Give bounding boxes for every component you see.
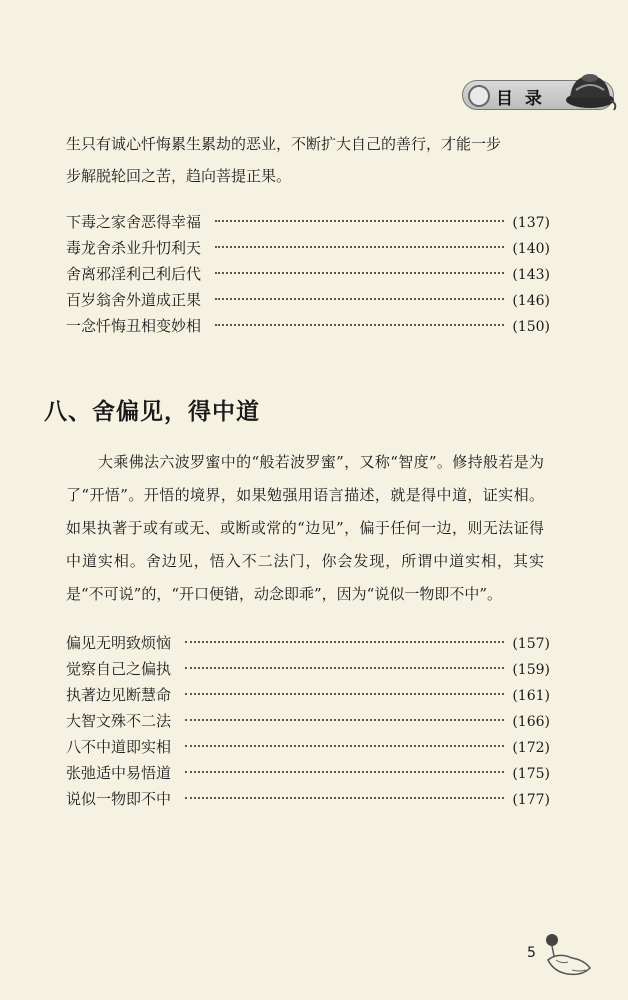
leader-dots — [215, 220, 504, 222]
header-title: 目 录 — [496, 89, 545, 109]
hand-holding-flower-icon — [538, 930, 598, 980]
toc-entry-title: 觉察自己之偏执 — [66, 660, 172, 678]
toc-entry-title: 舍离邪淫利己利后代 — [66, 265, 202, 283]
toc-entry[interactable] — [66, 237, 550, 263]
toc-entry-page: (175) — [512, 766, 550, 782]
toc-entry-page: (150) — [512, 319, 550, 335]
leader-dots — [185, 797, 504, 799]
toc-entry[interactable] — [66, 788, 550, 814]
leader-dots — [215, 324, 504, 326]
leader-dots — [215, 272, 504, 274]
leader-dots — [185, 641, 504, 643]
intro-line: 步解脱轮回之苦，趋向菩提正果。 — [66, 167, 292, 185]
leader-dots — [185, 693, 504, 695]
toc-entry-page: (159) — [512, 662, 550, 678]
alms-bowl-icon — [562, 70, 620, 114]
leader-dots — [215, 298, 504, 300]
leader-dots — [185, 745, 504, 747]
toc-list-top — [66, 211, 550, 341]
toc-entry-page: (172) — [512, 740, 550, 756]
toc-entry[interactable] — [66, 263, 550, 289]
toc-entry-title: 八不中道即实相 — [66, 738, 172, 756]
leader-dots — [215, 246, 504, 248]
toc-entry[interactable] — [66, 632, 550, 658]
toc-entry-title: 毒龙舍杀业升忉利天 — [66, 239, 202, 257]
circle-ornament-icon — [468, 85, 490, 107]
toc-entry[interactable] — [66, 658, 550, 684]
toc-entry-page: (146) — [512, 293, 550, 309]
toc-entry-title: 百岁翁舍外道成正果 — [66, 291, 202, 309]
toc-entry-title: 说似一物即不中 — [66, 790, 172, 808]
section-paragraph: 大乘佛法六波罗蜜中的“般若波罗蜜”，又称“智度”。修持般若是为了“开悟”。开悟的境界，如果勉强用语言描述，就是得中道，证实相。如果执著于或有或无、或断或常的“边见”，偏于任何一边，则无法证得中道实相。舍边见，悟入不二法门，你会发现，所谓中道实相，其实是“不可说”的，“开口便错，动念即乖”，因为“说似一物即不中”。 — [66, 453, 544, 603]
toc-entry[interactable] — [66, 315, 550, 341]
intro-text — [66, 128, 526, 192]
toc-entry[interactable] — [66, 736, 550, 762]
toc-entry[interactable] — [66, 289, 550, 315]
toc-entry-title: 偏见无明致烦恼 — [66, 634, 172, 652]
toc-entry-page: (157) — [512, 636, 550, 652]
toc-entry-page: (137) — [512, 215, 550, 231]
toc-entry-title: 执著边见断慧命 — [66, 686, 172, 704]
toc-entry-page: (166) — [512, 714, 550, 730]
toc-entry-title: 大智文殊不二法 — [66, 712, 172, 730]
toc-entry-title: 下毒之家舍恶得幸福 — [66, 213, 202, 231]
page-number: 5 — [527, 945, 536, 961]
toc-entry[interactable] — [66, 762, 550, 788]
toc-entry-page: (177) — [512, 792, 550, 808]
toc-entry-page: (143) — [512, 267, 550, 283]
chapter-header — [462, 70, 622, 114]
toc-entry[interactable] — [66, 684, 550, 710]
toc-entry-page: (161) — [512, 688, 550, 704]
toc-list-bottom — [66, 632, 550, 814]
toc-entry[interactable] — [66, 211, 550, 237]
leader-dots — [185, 667, 504, 669]
toc-entry[interactable] — [66, 710, 550, 736]
leader-dots — [185, 719, 504, 721]
section-heading: 八、舍偏见，得中道 — [44, 399, 260, 425]
toc-entry-title: 一念忏悔丑相变妙相 — [66, 317, 202, 335]
toc-entry-page: (140) — [512, 241, 550, 257]
intro-line: 生只有诚心忏悔累生累劫的恶业，不断扩大自己的善行，才能一步 — [66, 135, 502, 153]
leader-dots — [185, 771, 504, 773]
toc-entry-title: 张弛适中易悟道 — [66, 764, 172, 782]
